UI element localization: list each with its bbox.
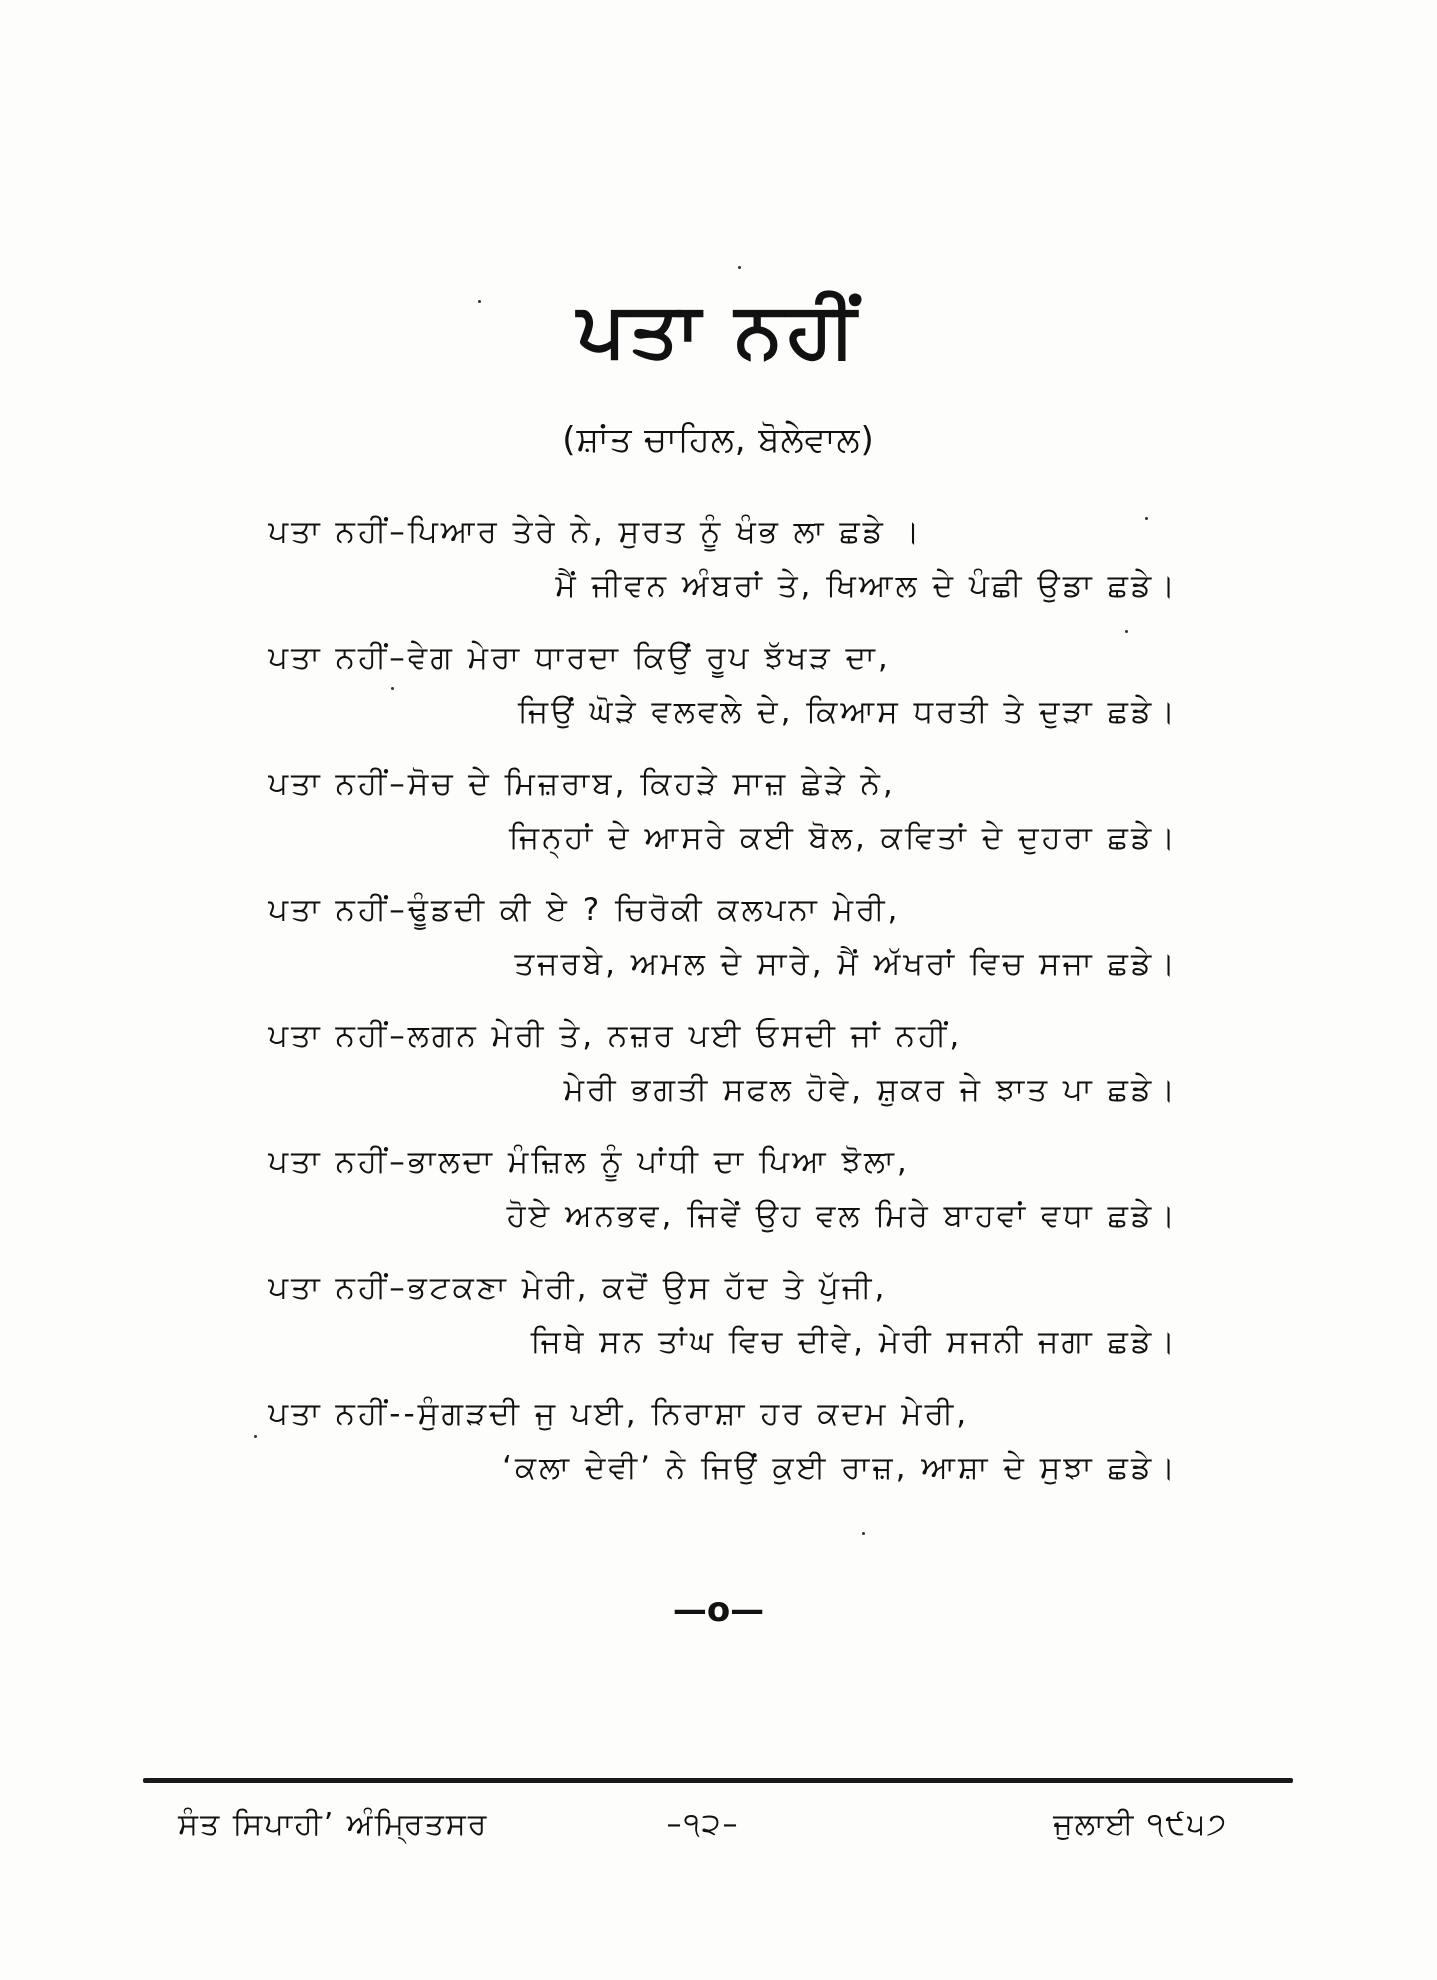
stanza-line-1: ਪਤਾ ਨਹੀਂ--ਸੁੰਗੜਦੀ ਜੁ ਪਈ, ਨਿਰਾਸ਼ਾ ਹਰ ਕਦਮ ਮੇਰੀ, (268, 1396, 970, 1432)
stanza-8 (268, 1387, 1178, 1513)
footer-date: ਜੁਲਾਈ ੧੯੫੭ (1053, 1807, 1228, 1842)
print-speck (862, 1532, 865, 1535)
section-separator: —o— (672, 1590, 765, 1630)
stanza-line-1: ਪਤਾ ਨਹੀਂ–ਢੂੰਡਦੀ ਕੀ ਏ ? ਚਿਰੋਕੀ ਕਲਪਨਾ ਮੇਰੀ, (268, 892, 901, 928)
stanza-line-2: ਜਿਨ੍ਹਾਂ ਦੇ ਆਸਰੇ ਕਈ ਬੋਲ, ਕਵਿਤਾਂ ਦੇ ਦੁਹਰਾ ਛਡੇ। (508, 820, 1178, 856)
stanza-5 (268, 1009, 1178, 1135)
stanza-line-2: ਜਿਥੇ ਸਨ ਤਾਂਘ ਵਿਚ ਦੀਵੇ, ਮੇਰੀ ਸਜਨੀ ਜਗਾ ਛਡੇ। (530, 1324, 1178, 1360)
stanza-line-2: ਮੈਂ ਜੀਵਨ ਅੰਬਰਾਂ ਤੇ, ਖਿਆਲ ਦੇ ਪੰਛੀ ਉਡਾ ਛਡੇ। (555, 568, 1178, 604)
stanza-3 (268, 757, 1178, 883)
print-speck (1145, 517, 1148, 520)
footer-publication: ਸੰਤ ਸਿਪਾਹੀ’ ਅੰਮ੍ਰਿਤਸਰ (178, 1807, 489, 1842)
stanza-line-1: ਪਤਾ ਨਹੀਂ–ਭਾਲਦਾ ਮੰਜ਼ਿਲ ਨੂੰ ਪਾਂਧੀ ਦਾ ਪਿਆ ਝੋਲਾ, (268, 1144, 910, 1180)
stanza-7 (268, 1261, 1178, 1387)
poem-title: ਪਤਾ ਨਹੀਂ (577, 285, 860, 374)
stanza-line-1: ਪਤਾ ਨਹੀਂ–ਭਟਕਣਾ ਮੇਰੀ, ਕਦੋਂ ਉਸ ਹੱਦ ਤੇ ਪੁੱਜੀ, (268, 1270, 888, 1306)
footer-page-number: –੧੨– (666, 1807, 740, 1842)
stanza-line-2: ਜਿਉਂ ਘੋੜੇ ਵਲਵਲੇ ਦੇ, ਕਿਆਸ ਧਰਤੀ ਤੇ ਦੁੜਾ ਛਡੇ। (517, 694, 1178, 730)
stanza-line-1: ਪਤਾ ਨਹੀਂ–ਲਗਨ ਮੇਰੀ ਤੇ, ਨਜ਼ਰ ਪਈ ਓਸਦੀ ਜਾਂ ਨਹੀਂ, (268, 1018, 963, 1054)
stanza-line-2: ਮੇਰੀ ਭਗਤੀ ਸਫਲ ਹੋਵੇ, ਸ਼ੁਕਰ ਜੇ ਝਾਤ ਪਾ ਛਡੇ। (563, 1072, 1178, 1108)
stanza-line-1: ਪਤਾ ਨਹੀਂ–ਸੋਚ ਦੇ ਮਿਜ਼ਰਾਬ, ਕਿਹੜੇ ਸਾਜ਼ ਛੇੜੇ ਨੇ, (268, 766, 896, 802)
stanza-6 (268, 1135, 1178, 1261)
poem-body (268, 505, 1178, 1513)
stanza-line-2: ਤਜਰਬੇ, ਅਮਲ ਦੇ ਸਾਰੇ, ਮੈਂ ਅੱਖਰਾਂ ਵਿਚ ਸਜਾ ਛਡੇ। (514, 946, 1178, 982)
page-footer (178, 1807, 1228, 1851)
stanza-line-1: ਪਤਾ ਨਹੀਂ–ਵੇਗ ਮੇਰਾ ਧਾਰਦਾ ਕਿਉਂ ਰੂਪ ਝੱਖੜ ਦਾ, (268, 640, 891, 676)
poem-author: (ਸ਼ਾਂਤ ਚਾਹਿਲ, ਬੋਲੇਵਾਲ) (562, 420, 875, 460)
stanza-4 (268, 883, 1178, 1009)
print-speck (478, 300, 481, 303)
stanza-2 (268, 631, 1178, 757)
stanza-line-1: ਪਤਾ ਨਹੀਂ–ਪਿਆਰ ਤੇਰੇ ਨੇ, ਸੁਰਤ ਨੂੰ ਖੰਭ ਲਾ ਛਡੇ । (268, 514, 923, 550)
print-speck (1125, 630, 1128, 633)
print-speck (738, 266, 741, 269)
print-speck (391, 687, 394, 690)
stanza-line-2: ਹੋਏ ਅਨਭਵ, ਜਿਵੇਂ ਉਹ ਵਲ ਮਿਰੇ ਬਾਹਵਾਂ ਵਧਾ ਛਡੇ। (506, 1198, 1178, 1234)
stanza-1 (268, 505, 1178, 631)
footer-divider (143, 1778, 1293, 1783)
stanza-line-2: ‘ਕਲਾ ਦੇਵੀ’ ਨੇ ਜਿਉਂ ਕੁਈ ਰਾਜ਼, ਆਸ਼ਾ ਦੇ ਸੁਝਾ ਛਡੇ। (502, 1450, 1178, 1486)
print-speck (254, 1435, 257, 1438)
